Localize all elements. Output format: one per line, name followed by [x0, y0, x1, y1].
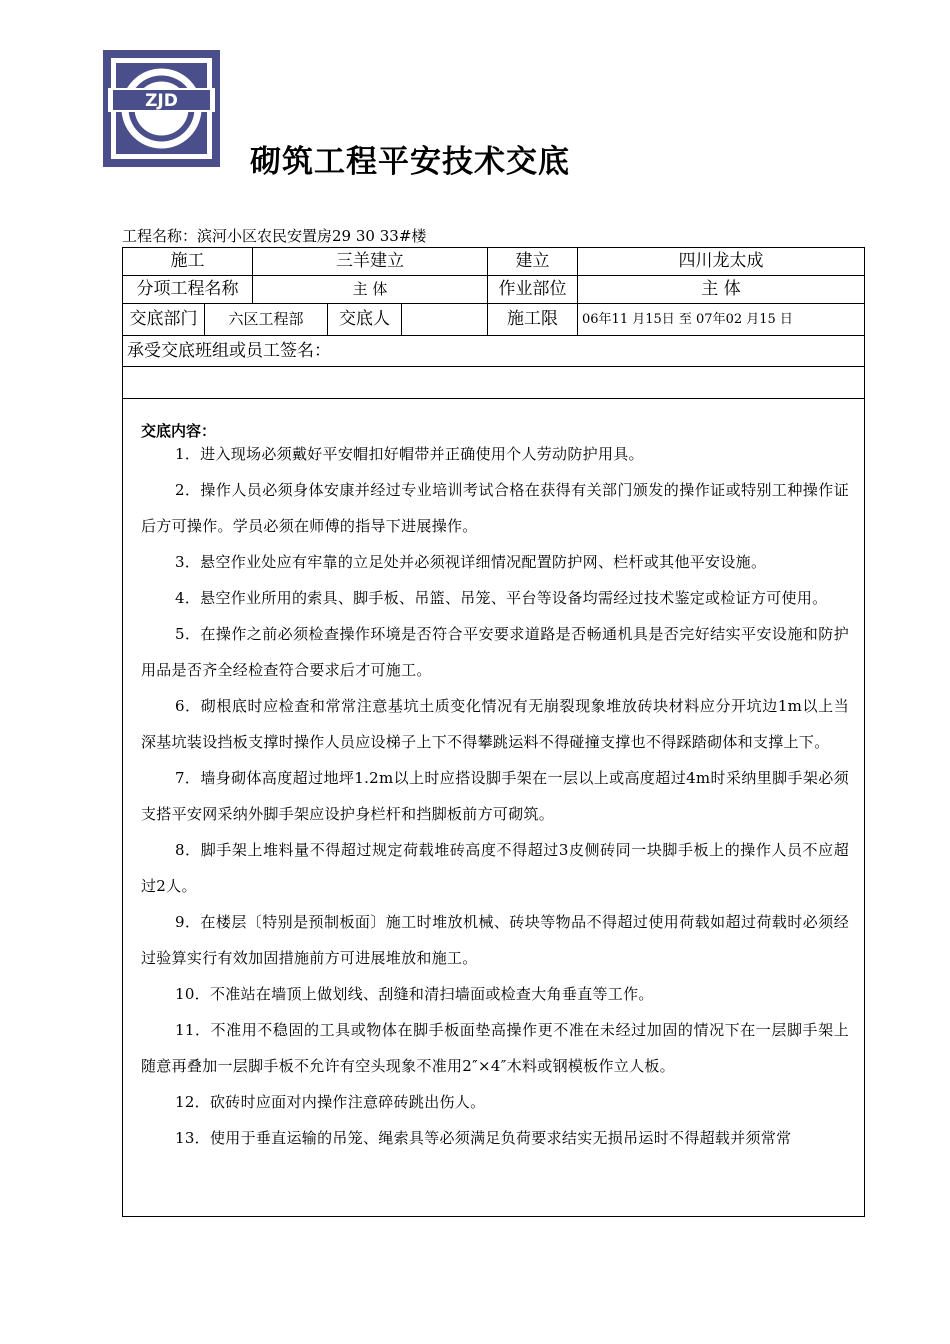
dept-label: 交底部门: [123, 304, 205, 336]
list-item: 2．操作人员必须身体安康并经过专业培训考试合格在获得有关部门颁发的操作证或特别工种操作证后方可操作。学员必须在师傅的指导下进展操作。: [141, 481, 849, 535]
person-label: 交底人: [328, 304, 402, 336]
list-item: 13．使用于垂直运输的吊笼、绳索具等必须满足负荷要求结实无损吊运时不得超载并须常常: [175, 1129, 792, 1147]
list-item: 6．砌根底时应检查和常常注意基坑土质变化情况有无崩裂现象堆放砖块材料应分开坑边1m以上当深基坑装设挡板支撑时操作人员应设梯子上下不得攀跳运料不得碰撞支撑也不得踩踏砌体和支撑上下。: [141, 697, 849, 751]
subproject-label: 分项工程名称: [123, 276, 253, 304]
list-item: 8．脚手架上堆料量不得超过规定荷载堆砖高度不得超过3皮侧砖同一块脚手板上的操作人员不应超过2人。: [141, 841, 849, 895]
document-title: 砌筑工程平安技术交底: [250, 144, 570, 180]
project-name-label: 工程名称：: [122, 227, 198, 245]
list-item: 10．不准站在墙顶上做划线、刮缝和清扫墙面或检查大角垂直等工作。: [175, 985, 654, 1003]
project-name-line: [122, 226, 426, 246]
builder-value: 四川龙太成: [578, 248, 865, 276]
builder-label: 建立: [488, 248, 578, 276]
list-item: 12．砍砖时应面对内操作注意碎砖跳出伤人。: [175, 1093, 486, 1111]
list-item: 9．在楼层〔特别是预制板面〕施工时堆放机械、砖块等物品不得超过使用荷载如超过荷载时必须经过验算实行有效加固措施前方可进展堆放和施工。: [141, 913, 849, 967]
list-item: 7．墙身砌体高度超过地坪1.2m以上时应搭设脚手架在一层以上或高度超过4m时采纳里脚手架必须支搭平安网采纳外脚手架应设护身栏杆和挡脚板前方可砌筑。: [141, 769, 849, 823]
construction-label: 施工: [123, 248, 253, 276]
work-part-value: 主 体: [578, 276, 865, 304]
signature-label: 承受交底班组或员工签名：: [123, 336, 865, 367]
logo-text: ZJD: [145, 91, 178, 111]
list-item: 1．进入现场必须戴好平安帽扣好帽带并正确使用个人劳动防护用具。: [175, 445, 644, 463]
company-logo: [103, 50, 233, 172]
period-value: 06年11 月15日 至 07年02 月15 日: [578, 304, 865, 336]
list-item: 4．悬空作业所用的索具、脚手板、吊篮、吊笼、平台等设备均需经过技术鉴定或检证方可使用。: [175, 589, 828, 607]
project-name-value: 滨河小区农民安置房29 30 33#楼: [197, 227, 427, 245]
period-label: 施工限: [488, 304, 578, 336]
info-table: [122, 247, 865, 399]
signature-area: [123, 367, 865, 399]
content-heading: 交底内容：: [141, 422, 217, 440]
list-item: 5．在操作之前必须检查操作环境是否符合平安要求道路是否畅通机具是否完好结实平安设施和防护用品是否齐全经检查符合要求后才可施工。: [141, 625, 849, 679]
subproject-value: 主 体: [253, 276, 488, 304]
list-item: 3．悬空作业处应有牢靠的立足处并必须视详细情况配置防护网、栏杆或其他平安设施。: [175, 553, 767, 571]
list-item: 11．不准用不稳固的工具或物体在脚手板面垫高操作更不准在未经过加固的情况下在一层脚手架上随意再叠加一层脚手板不允许有空头现象不准用2″×4″木料或钢模板作立人板。: [141, 1021, 849, 1075]
content-section: [122, 396, 865, 1217]
work-part-label: 作业部位: [488, 276, 578, 304]
person-value: [402, 304, 488, 336]
content-items: [141, 436, 849, 1156]
dept-value: 六区工程部: [205, 304, 328, 336]
construction-value: 三羊建立: [253, 248, 488, 276]
